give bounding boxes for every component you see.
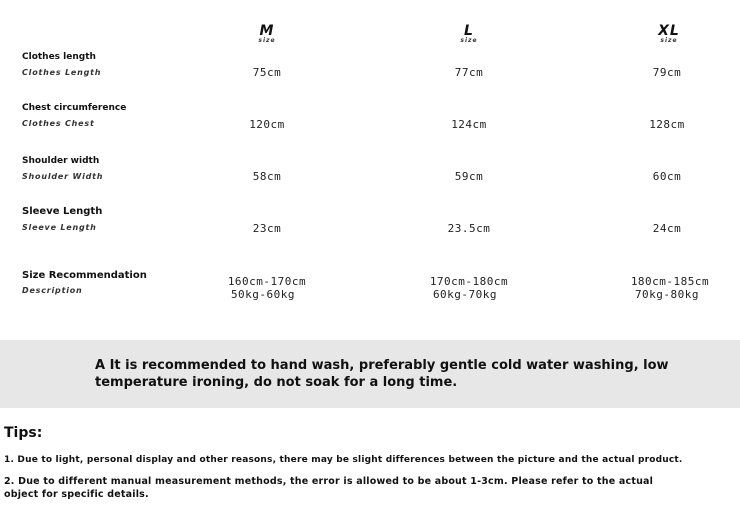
size-sub: size (660, 37, 678, 44)
cell-height-range: 170cm-180cm (429, 275, 509, 288)
cell-value: 24cm (652, 222, 682, 235)
cell-value: 23.5cm (447, 222, 491, 235)
cell-value: 60cm (652, 170, 682, 183)
care-instructions-band (0, 340, 740, 408)
row-label-text: Shoulder width (22, 156, 100, 166)
row-label-sub: Clothes Chest (22, 119, 95, 128)
size-header-m (237, 24, 297, 44)
cell-value: 120cm (249, 118, 285, 131)
row-label-clothes-length (22, 52, 101, 77)
row-label-chest (22, 103, 126, 128)
care-instructions-text: A It is recommended to hand wash, preferably gentle cold water washing, low temperature ironing, do not soak for a long time. (95, 358, 669, 390)
row-label-sub: Sleeve Length (22, 223, 97, 232)
cell-value: 58cm (252, 170, 282, 183)
size-sub: size (460, 37, 478, 44)
tip-item: 2. Due to different manual measurement methods, the error is allowed to be about 1-3cm. Please refer to the actual object for specific details. (4, 476, 654, 500)
row-label-text: Clothes length (22, 52, 96, 62)
size-code: L (464, 23, 474, 39)
size-code: XL (658, 23, 680, 39)
cell-value: 124cm (451, 118, 487, 131)
row-label-sub: Clothes Length (22, 68, 102, 77)
row-label-text: Sleeve Length (22, 206, 103, 217)
size-code: M (259, 23, 275, 39)
row-label-sub: Shoulder Width (22, 172, 104, 181)
row-label-size-recommendation (22, 270, 147, 295)
row-label-sleeve (22, 206, 102, 232)
cell-value: 23cm (252, 222, 282, 235)
cell-value: 59cm (454, 170, 484, 183)
size-header-xl (639, 24, 699, 44)
cell-height-range: 180cm-185cm (630, 275, 710, 288)
cell-value: 128cm (649, 118, 685, 131)
tips-title: Tips: (4, 425, 43, 441)
cell-weight-range: 50kg-60kg (230, 288, 296, 301)
row-label-sub: Description (22, 286, 83, 295)
cell-value: 79cm (652, 66, 682, 79)
tip-item: 1. Due to light, personal display and other reasons, there may be slight differences between the picture and the actual product. (4, 455, 683, 465)
size-sub: size (258, 37, 276, 44)
cell-weight-range: 60kg-70kg (432, 288, 498, 301)
cell-height-range: 160cm-170cm (227, 275, 307, 288)
cell-weight-range: 70kg-80kg (634, 288, 700, 301)
cell-value: 75cm (252, 66, 282, 79)
size-header-l (439, 24, 499, 44)
row-label-shoulder (22, 156, 103, 181)
row-label-text: Chest circumference (22, 103, 127, 113)
cell-value: 77cm (454, 66, 484, 79)
row-label-text: Size Recommendation (22, 270, 147, 281)
